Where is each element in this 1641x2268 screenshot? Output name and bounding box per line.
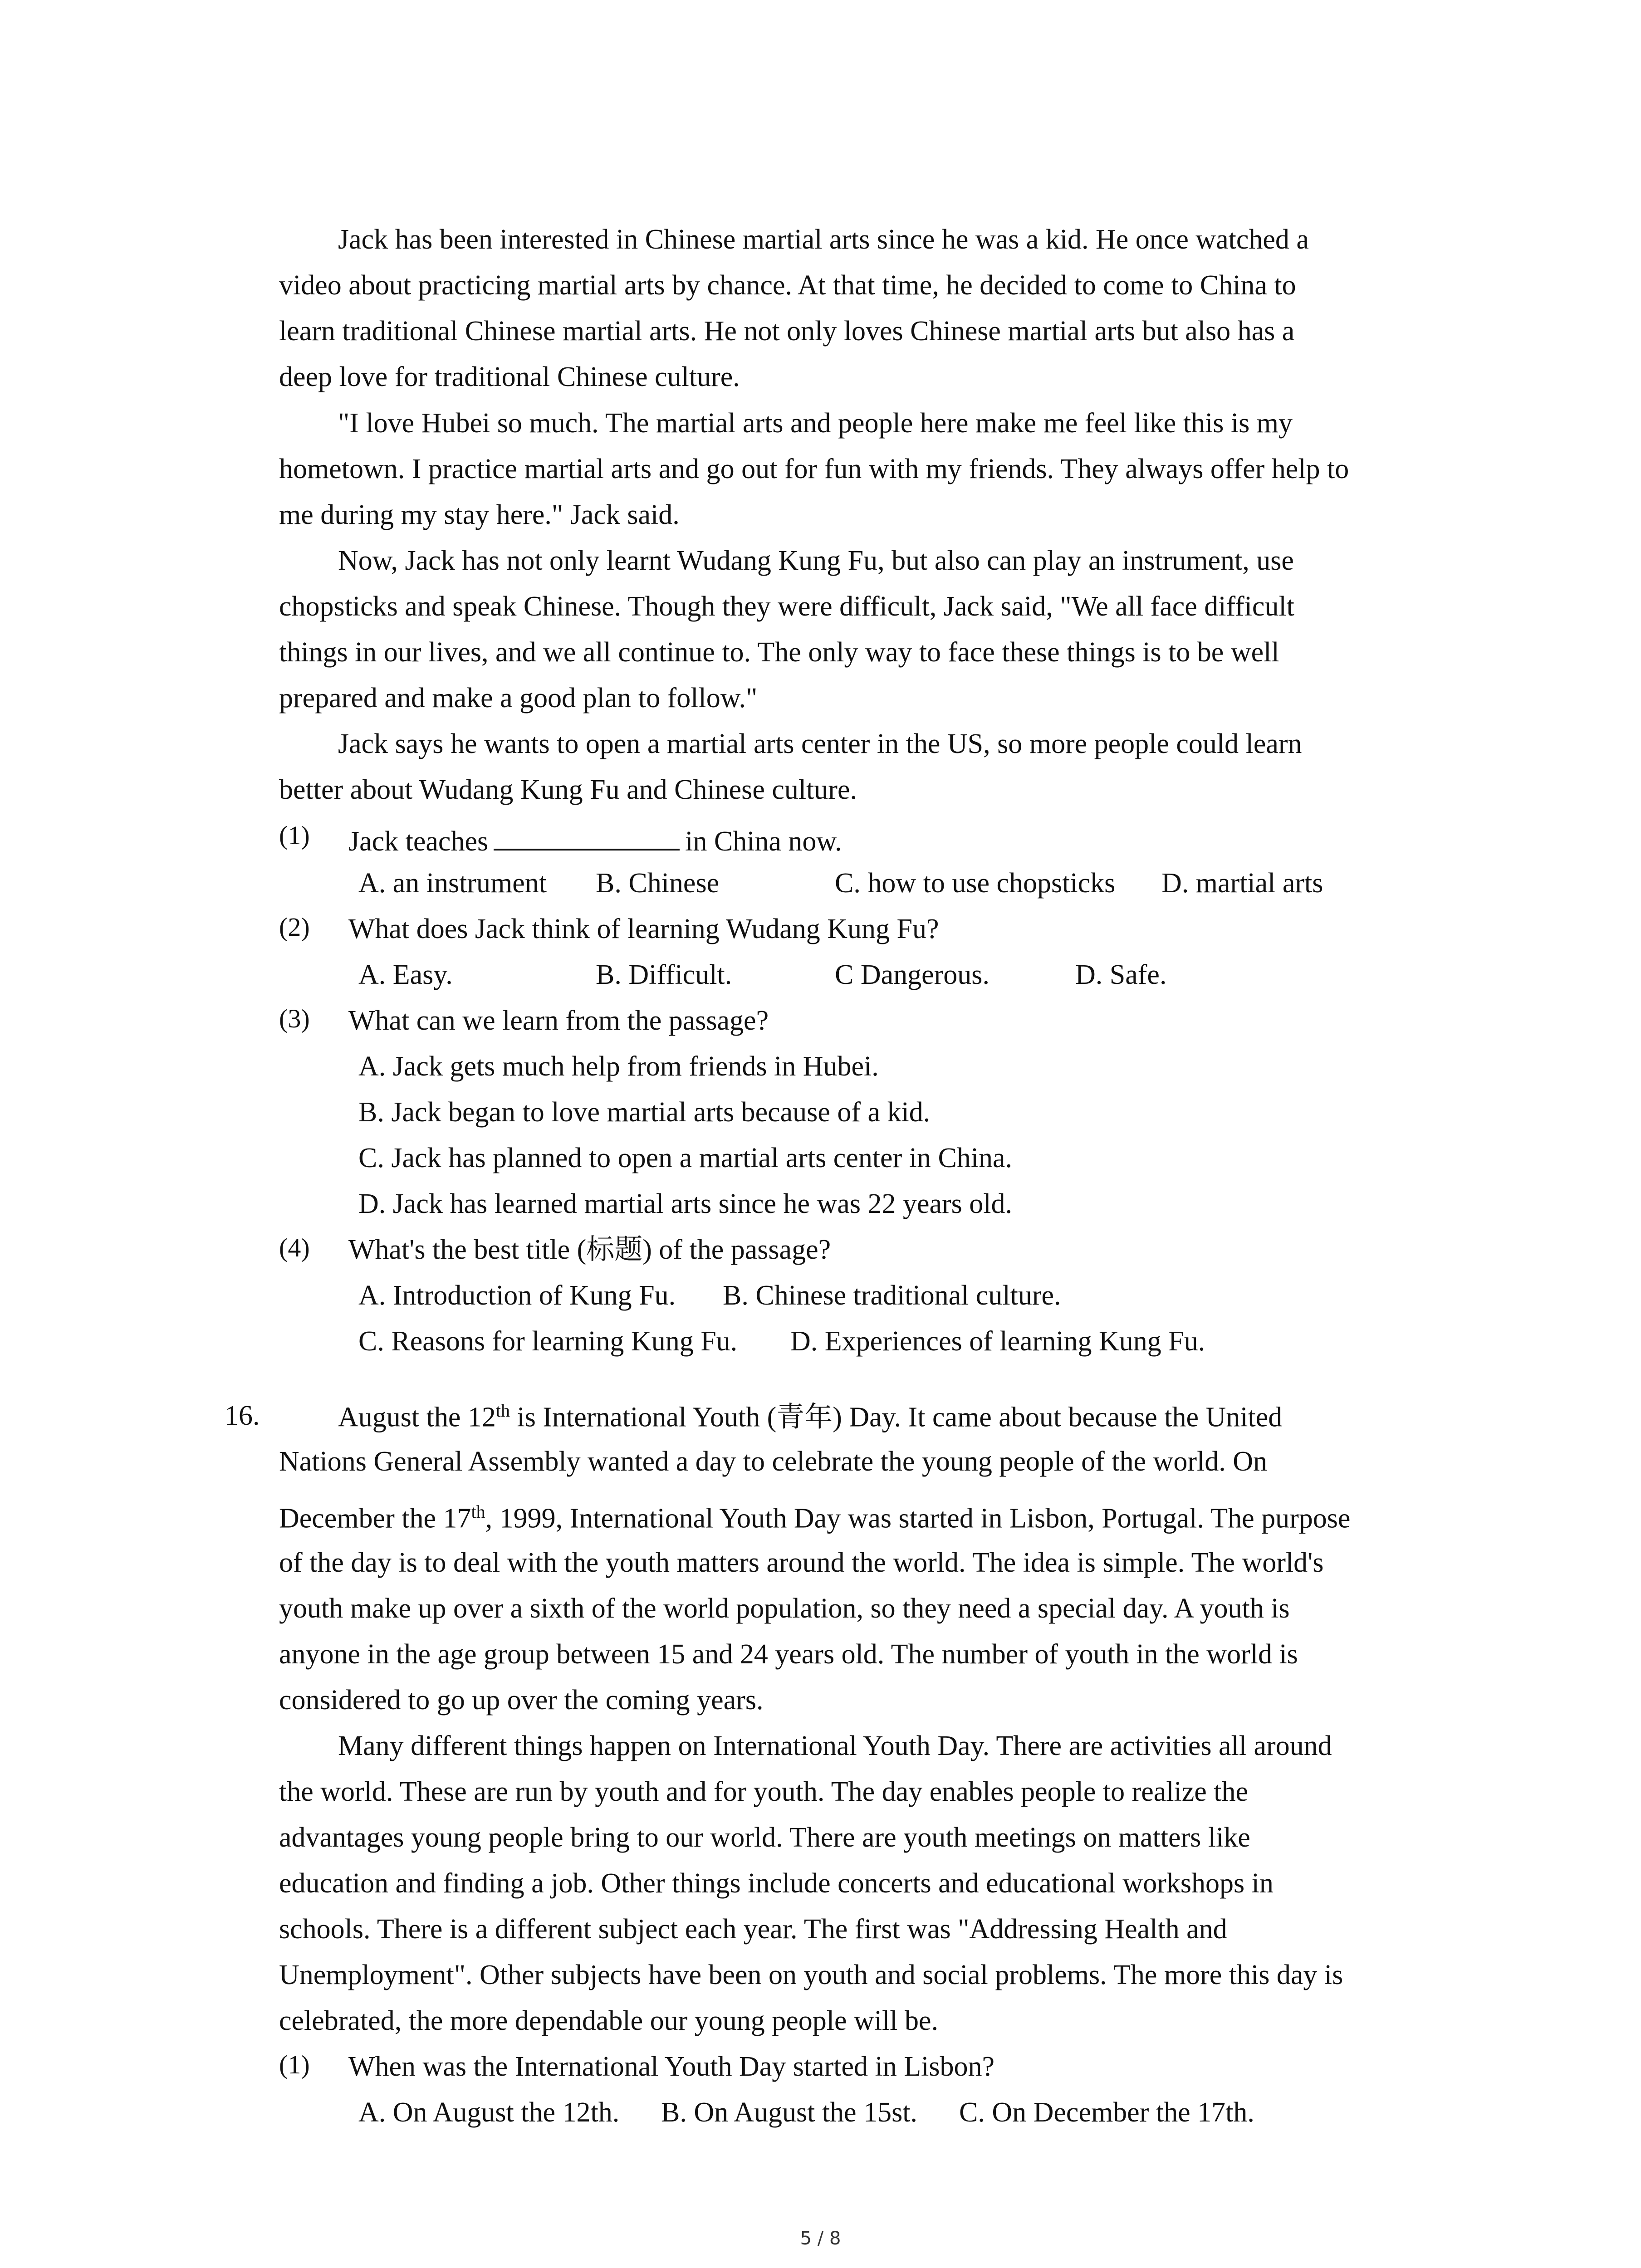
text-segment: is International Youth (青年) Day. It came about because the United bbox=[510, 1402, 1283, 1433]
passage-line: Jack has been interested in Chinese martial arts since he was a kid. He once watched a bbox=[338, 224, 1309, 255]
text-segment: , 1999, International Youth Day was started in Lisbon, Portugal. The purpose bbox=[485, 1503, 1351, 1534]
passage-line: Jack says he wants to open a martial arts center in the US, so more people could learn bbox=[338, 728, 1302, 759]
passage-line: celebrated, the more dependable our young people will be. bbox=[279, 2005, 939, 2036]
option-d: D. Jack has learned martial arts since he was 22 years old. bbox=[358, 1188, 1012, 1219]
option-c: C. Jack has planned to open a martial arts center in China. bbox=[358, 1143, 1013, 1173]
passage-line: the world. These are run by youth and for youth. The day enables people to realize the bbox=[279, 1776, 1249, 1807]
passage-line: Unemployment". Other subjects have been on youth and social problems. The more this day is bbox=[279, 1960, 1343, 1990]
passage-line: Many different things happen on International Youth Day. There are activities all around bbox=[338, 1730, 1332, 1761]
option-d: D. Experiences of learning Kung Fu. bbox=[790, 1326, 1205, 1357]
question-text-before: Jack teaches bbox=[348, 826, 489, 857]
page-footer: 5 / 8 bbox=[800, 2228, 841, 2249]
passage-line: me during my stay here." Jack said. bbox=[279, 499, 680, 530]
option-a: A. Easy. bbox=[358, 959, 453, 990]
passage-number: 16. bbox=[225, 1400, 260, 1431]
question-text: When was the International Youth Day started in Lisbon? bbox=[348, 2051, 994, 2082]
passage-line: better about Wudang Kung Fu and Chinese culture. bbox=[279, 774, 857, 805]
passage-line: youth make up over a sixth of the world population, so they need a special day. A youth is bbox=[279, 1593, 1290, 1624]
option-a: A. an instrument bbox=[358, 868, 547, 899]
option-c: C Dangerous. bbox=[835, 959, 989, 990]
passage-line: Now, Jack has not only learnt Wudang Kung Fu, but also can play an instrument, use bbox=[338, 545, 1294, 576]
text-segment: August the 12 bbox=[338, 1402, 496, 1433]
passage-line: considered to go up over the coming years. bbox=[279, 1685, 764, 1716]
passage-line: "I love Hubei so much. The martial arts and people here make me feel like this is my bbox=[338, 408, 1293, 439]
option-b: B. Jack began to love martial arts because of a kid. bbox=[358, 1097, 931, 1128]
text-segment: December the 17 bbox=[279, 1503, 471, 1534]
passage-line: Nations General Assembly wanted a day to celebrate the young people of the world. On bbox=[279, 1446, 1267, 1477]
superscript: th bbox=[495, 1400, 510, 1421]
option-d: D. Safe. bbox=[1075, 959, 1167, 990]
passage-line: advantages young people bring to our world. There are youth meetings on matters like bbox=[279, 1822, 1250, 1853]
question-number: (2) bbox=[279, 912, 310, 942]
question-number: (3) bbox=[279, 1004, 310, 1033]
passage-line: video about practicing martial arts by chance. At that time, he decided to come to China to bbox=[279, 270, 1296, 301]
passage-line: anyone in the age group between 15 and 24 years old. The number of youth in the world is bbox=[279, 1639, 1298, 1670]
option-a: A. Introduction of Kung Fu. bbox=[358, 1280, 676, 1311]
option-b: B. Chinese traditional culture. bbox=[723, 1280, 1061, 1311]
passage-line: education and finding a job. Other things include concerts and educational workshops in bbox=[279, 1868, 1274, 1899]
passage-line: chopsticks and speak Chinese. Though they were difficult, Jack said, "We all face difficult bbox=[279, 591, 1294, 622]
option-c: C. how to use chopsticks bbox=[835, 868, 1116, 899]
passage-line: learn traditional Chinese martial arts. He not only loves Chinese martial arts but also has a bbox=[279, 316, 1295, 347]
question-number: (1) bbox=[279, 2050, 310, 2079]
passage-line: deep love for traditional Chinese culture. bbox=[279, 362, 740, 392]
option-a: A. On August the 12th. bbox=[358, 2097, 620, 2128]
passage-line: prepared and make a good plan to follow." bbox=[279, 683, 758, 714]
question-text: What's the best title (标题) of the passage? bbox=[348, 1234, 831, 1265]
question-text: What can we learn from the passage? bbox=[348, 1005, 769, 1036]
superscript: th bbox=[471, 1501, 485, 1522]
option-c: C. On December the 17th. bbox=[959, 2097, 1254, 2128]
option-b: B. Difficult. bbox=[596, 959, 732, 990]
question-text: What does Jack think of learning Wudang Kung Fu? bbox=[348, 914, 939, 944]
option-b: B. On August the 15st. bbox=[661, 2097, 917, 2128]
passage-line: hometown. I practice martial arts and go out for fun with my friends. They always offer help to bbox=[279, 454, 1349, 484]
question-text-after: in China now. bbox=[685, 826, 842, 857]
option-a: A. Jack gets much help from friends in Hubei. bbox=[358, 1051, 879, 1082]
passage-line: things in our lives, and we all continue to. The only way to face these things is to be well bbox=[279, 637, 1279, 668]
option-d: D. martial arts bbox=[1161, 868, 1323, 899]
question-number: (4) bbox=[279, 1233, 310, 1262]
question-number: (1) bbox=[279, 821, 310, 850]
passage-line bbox=[338, 1402, 1282, 1432]
question-text bbox=[348, 823, 842, 855]
answer-blank bbox=[494, 823, 680, 850]
passage-line bbox=[279, 1503, 1350, 1533]
passage-line: of the day is to deal with the youth matters around the world. The idea is simple. The world's bbox=[279, 1547, 1324, 1578]
option-b: B. Chinese bbox=[596, 868, 720, 899]
passage-line: schools. There is a different subject each year. The first was "Addressing Health and bbox=[279, 1914, 1227, 1945]
option-c: C. Reasons for learning Kung Fu. bbox=[358, 1326, 738, 1357]
